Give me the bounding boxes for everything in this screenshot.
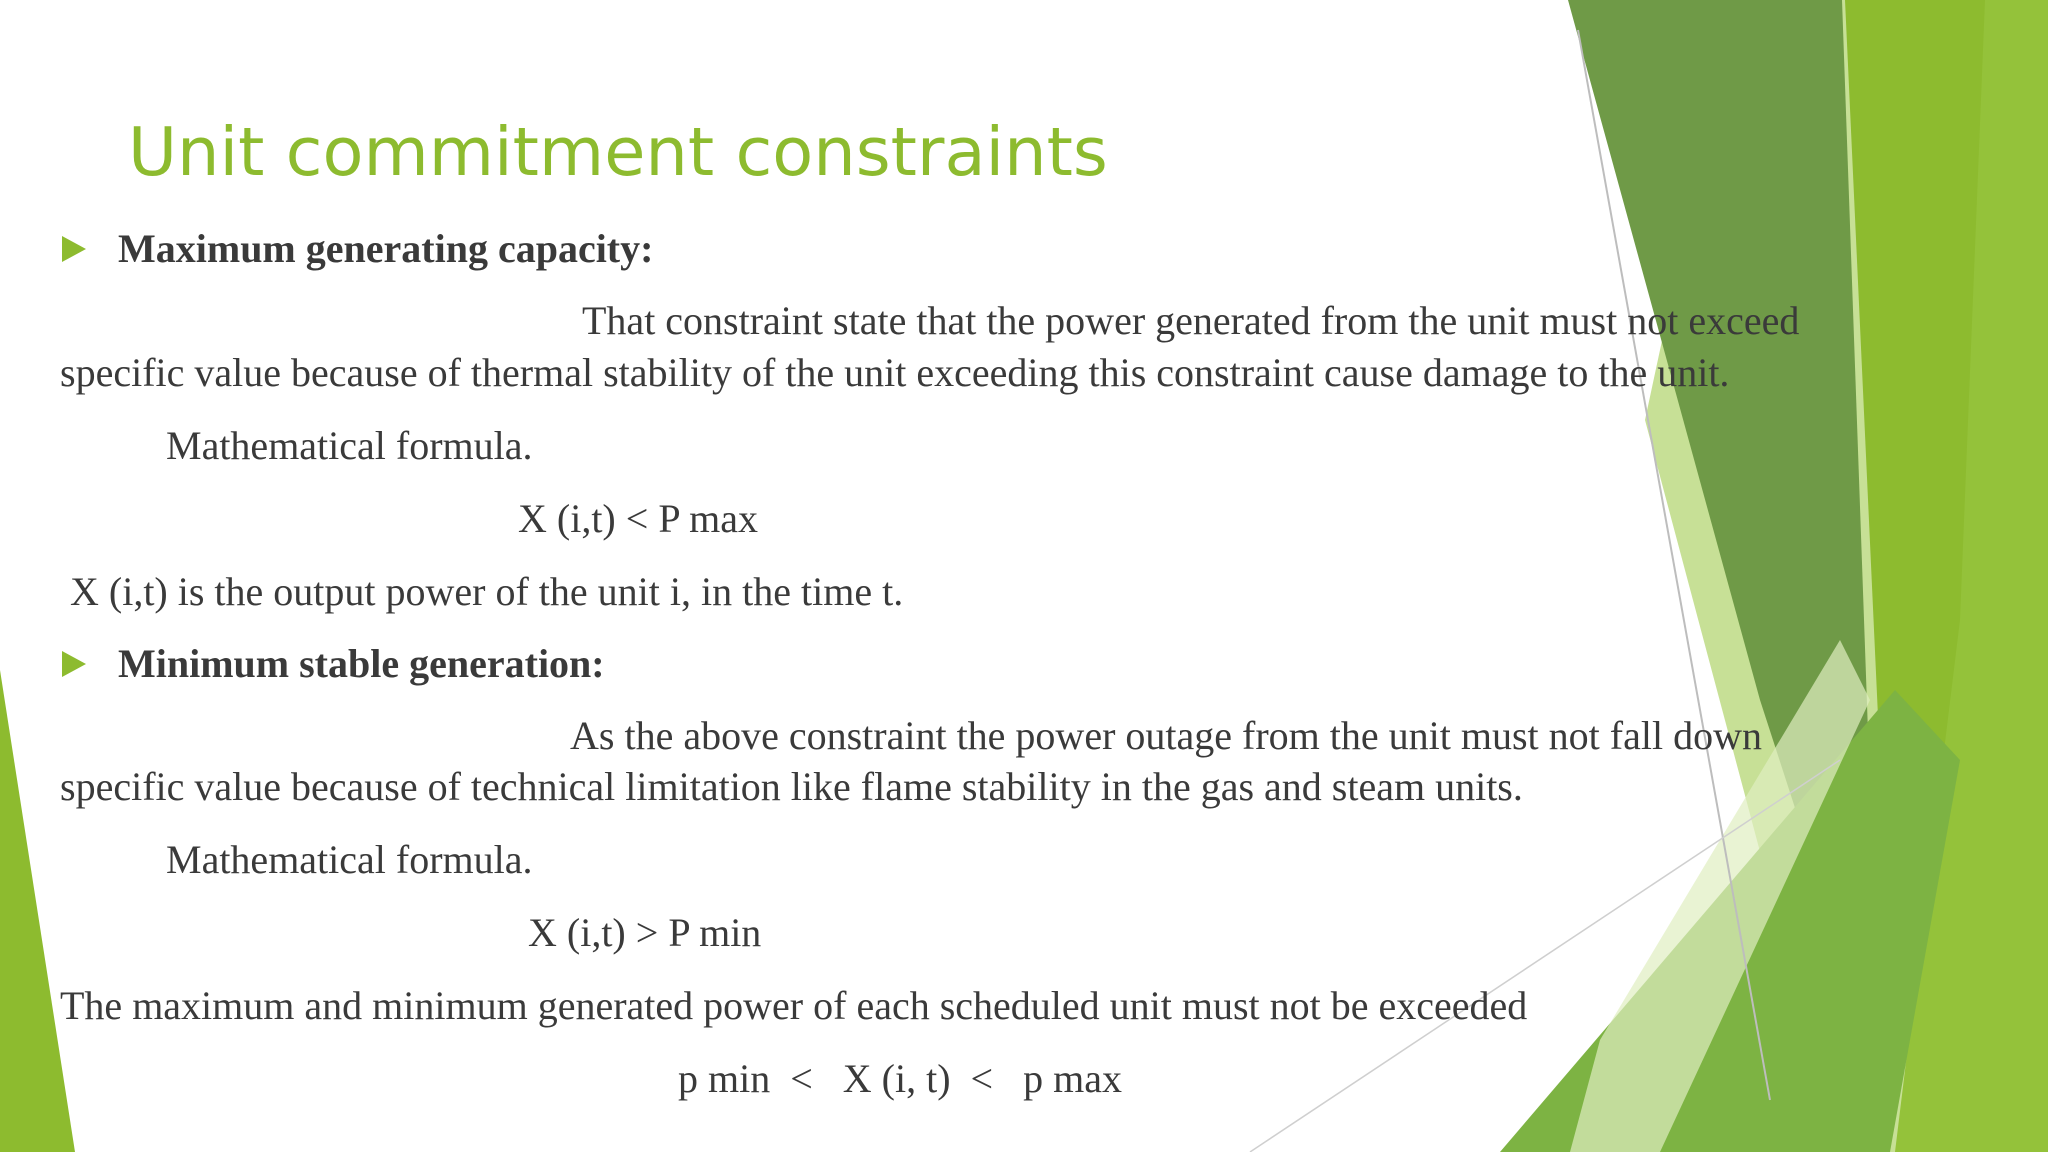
max-capacity-note: X (i,t) is the output power of the unit i, in the time t. — [60, 569, 904, 614]
triangle-right-icon — [62, 651, 86, 677]
triangle-right-icon — [62, 236, 86, 262]
max-capacity-formula: X (i,t) < P max — [518, 496, 758, 541]
slide-title: Unit commitment constraints — [128, 113, 1108, 191]
max-capacity-paragraph-line-1: That constraint state that the power generated from the unit must not exceed — [582, 298, 1800, 343]
min-generation-formula-label: Mathematical formula. — [166, 837, 533, 882]
min-generation-paragraph-line-2: specific value because of technical limitation like flame stability in the gas and steam units. — [60, 764, 1523, 809]
summary-statement: The maximum and minimum generated power of each scheduled unit must not be exceeded — [60, 983, 1528, 1028]
max-capacity-formula-label: Mathematical formula. — [166, 423, 533, 468]
min-generation-paragraph-line-1: As the above constraint the power outage from the unit must not fall down — [570, 713, 1762, 758]
section-heading-min-generation: Minimum stable generation: — [118, 641, 605, 686]
deco-shape-left-wedge — [0, 670, 75, 1152]
max-capacity-paragraph-line-2: specific value because of thermal stability of the unit exceeding this constraint cause damage to the unit. — [60, 350, 1730, 395]
min-generation-formula: X (i,t) > P min — [528, 910, 762, 955]
summary-formula: p min < X (i, t) < p max — [678, 1056, 1122, 1101]
section-heading-max-capacity: Maximum generating capacity: — [118, 226, 654, 271]
